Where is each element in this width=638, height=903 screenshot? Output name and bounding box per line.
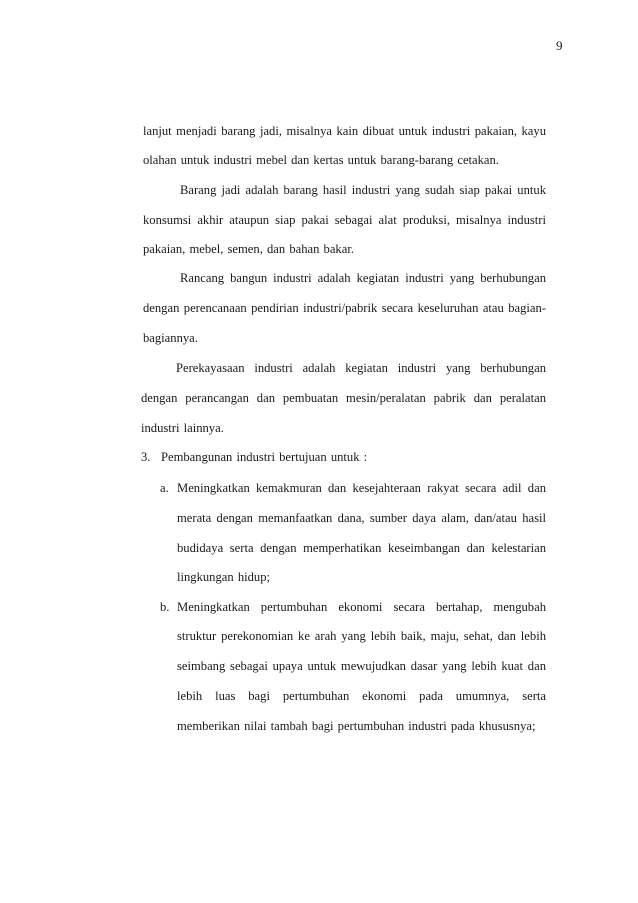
paragraph-line: konsumsi akhir ataupun siap pakai sebagai alat produksi, misalnya industri bbox=[143, 213, 546, 227]
paragraph-line: dengan perancangan dan pembuatan mesin/peralatan pabrik dan peralatan bbox=[141, 391, 546, 405]
sub-item-label: a. bbox=[160, 481, 169, 495]
list-heading: Pembangunan industri bertujuan untuk : bbox=[161, 450, 368, 464]
paragraph-line: lanjut menjadi barang jadi, misalnya kain dibuat untuk industri pakaian, kayu bbox=[143, 124, 546, 138]
sub-item-line: struktur perekonomian ke arah yang lebih baik, maju, sehat, dan lebih bbox=[177, 629, 546, 643]
sub-item-line: memberikan nilai tambah bagi pertumbuhan industri pada khususnya; bbox=[177, 719, 536, 733]
paragraph-line: Rancang bangun industri adalah kegiatan industri yang berhubungan bbox=[180, 271, 546, 285]
paragraph-line: dengan perencanaan pendirian industri/pabrik secara keseluruhan atau bagian- bbox=[143, 301, 546, 315]
paragraph-line: olahan untuk industri mebel dan kertas untuk barang-barang cetakan. bbox=[143, 153, 499, 167]
sub-item-line: lebih luas bagi pertumbuhan ekonomi pada umumnya, serta bbox=[177, 689, 546, 703]
sub-item-line: lingkungan hidup; bbox=[177, 570, 270, 584]
sub-item-label: b. bbox=[160, 600, 170, 614]
sub-item-line: Meningkatkan pertumbuhan ekonomi secara bertahap, mengubah bbox=[177, 600, 546, 614]
sub-item-line: seimbang sebagai upaya untuk mewujudkan dasar yang lebih kuat dan bbox=[177, 659, 546, 673]
sub-item-line: merata dengan memanfaatkan dana, sumber daya alam, dan/atau hasil bbox=[177, 511, 546, 525]
list-number: 3. bbox=[141, 450, 151, 464]
page-number: 9 bbox=[556, 38, 563, 53]
paragraph-line: bagiannya. bbox=[143, 331, 198, 345]
sub-item-line: Meningkatkan kemakmuran dan kesejahteraan rakyat secara adil dan bbox=[177, 481, 546, 495]
sub-item-line: budidaya serta dengan memperhatikan keseimbangan dan kelestarian bbox=[177, 541, 546, 555]
paragraph-line: pakaian, mebel, semen, dan bahan bakar. bbox=[143, 242, 354, 256]
paragraph-line: Perekayasaan industri adalah kegiatan industri yang berhubungan bbox=[176, 361, 546, 375]
paragraph-line: Barang jadi adalah barang hasil industri yang sudah siap pakai untuk bbox=[180, 183, 546, 197]
paragraph-line: industri lainnya. bbox=[141, 421, 224, 435]
